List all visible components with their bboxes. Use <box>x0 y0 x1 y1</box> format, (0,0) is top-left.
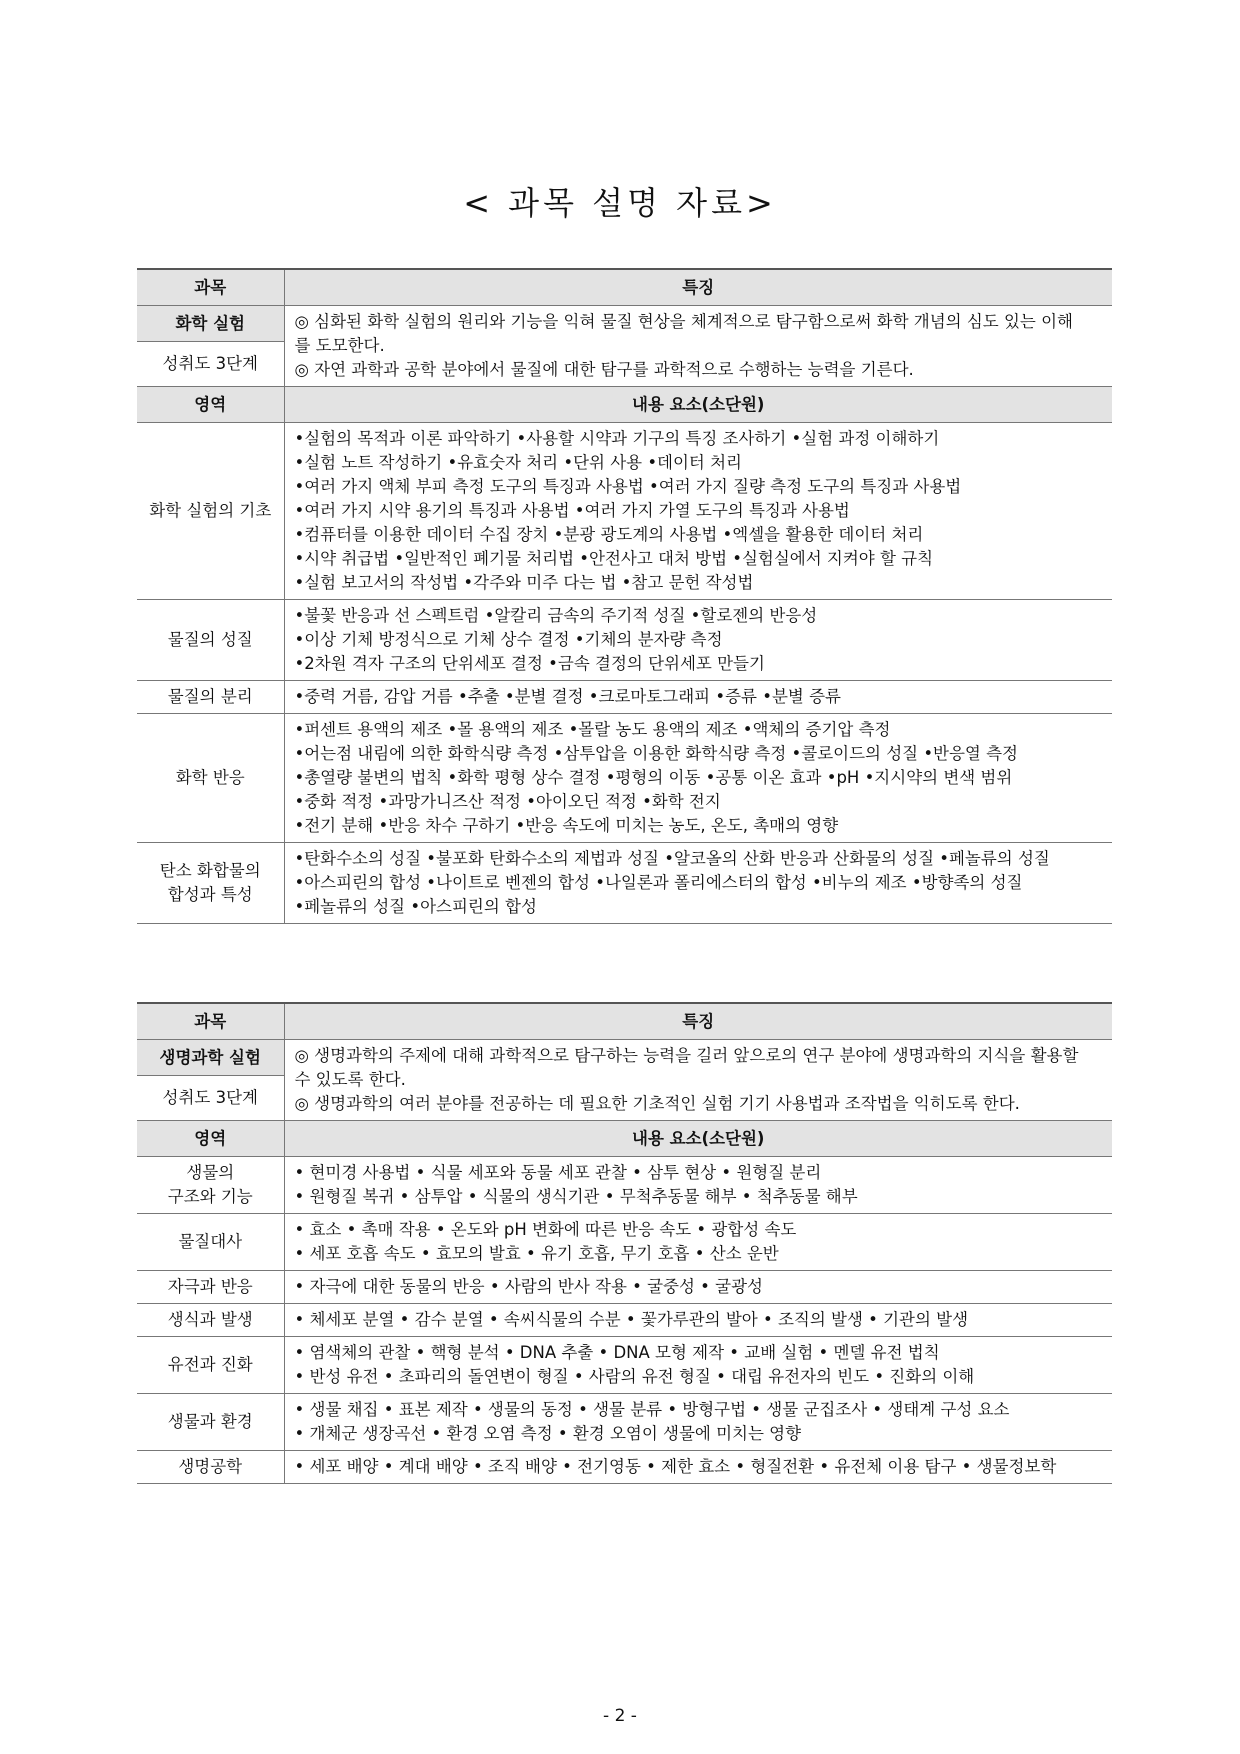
subject-column-header: 과목 <box>137 1003 284 1040</box>
subject-column-header: 과목 <box>137 269 284 306</box>
content-item-line: •어는점 내림에 의한 화학식량 측정 •삼투압을 이용한 화학식량 측정 •콜로이드의 성질 •반응열 측정 <box>294 744 1018 763</box>
content-item-line: • 효소 • 촉매 작용 • 온도와 pH 변화에 따른 반응 속도 • 광합성 속도 <box>294 1220 797 1239</box>
description-line: ◎ 생명과학의 주제에 대해 과학적으로 탐구하는 능력을 길러 앞으로의 연구 분야에 생명과학의 지식을 활용할 <box>294 1046 1079 1065</box>
content-item-line: • 현미경 사용법 • 식물 세포와 동물 세포 관찰 • 삼투 현상 • 원형질 분리 <box>294 1163 822 1182</box>
content-items <box>284 1394 1112 1451</box>
area-row <box>137 600 1112 681</box>
features-column-header: 특징 <box>284 269 1112 306</box>
area-name-line: 생명공학 <box>178 1457 243 1476</box>
area-name <box>137 714 284 843</box>
content-item-line: •중화 적정 •과망가니즈산 적정 •아이오딘 적정 •화학 전지 <box>294 792 721 811</box>
content-items <box>284 1304 1112 1337</box>
page-number: - 2 - <box>603 1706 637 1726</box>
content-item-line: •실험 노트 작성하기 •유효숫자 처리 •단위 사용 •데이터 처리 <box>294 453 742 472</box>
content-item-line: • 개체군 생장곡선 • 환경 오염 측정 • 환경 오염이 생물에 미치는 영향 <box>294 1424 802 1443</box>
area-row <box>137 681 1112 714</box>
area-name-line: 물질의 성질 <box>167 630 253 649</box>
content-items <box>284 1337 1112 1394</box>
content-item-line: •전기 분해 •반응 차수 구하기 •반응 속도에 미치는 농도, 온도, 촉매의 영향 <box>294 816 839 835</box>
area-name <box>137 1157 284 1214</box>
area-name-line: 유전과 진화 <box>167 1355 253 1374</box>
area-row <box>137 1271 1112 1304</box>
area-name <box>137 1304 284 1337</box>
area-name-line: 화학 반응 <box>175 768 245 787</box>
content-item-line: •실험 보고서의 작성법 •각주와 미주 다는 법 •참고 문헌 작성법 <box>294 573 754 592</box>
content-items <box>284 1214 1112 1271</box>
description-line: ◎ 자연 과학과 공학 분야에서 물질에 대한 탐구를 과학적으로 수행하는 능력을 기른다. <box>294 360 914 379</box>
area-column-header: 영역 <box>137 1121 284 1157</box>
content-item-line: •탄화수소의 성질 •불포화 탄화수소의 제법과 성질 •알코올의 산화 반응과 산화물의 성질 •페놀류의 성질 <box>294 849 1050 868</box>
achievement-level: 성취도 3단계 <box>137 1076 284 1121</box>
content-column-header: 내용 요소(소단원) <box>284 1121 1112 1157</box>
content-item-line: •불꽃 반응과 선 스펙트럼 •알칼리 금속의 주기적 성질 •할로젠의 반응성 <box>294 606 818 625</box>
content-item-line: • 세포 배양 • 계대 배양 • 조직 배양 • 전기영동 • 제한 효소 • 형질전환 • 유전체 이용 탐구 • 생물정보학 <box>294 1457 1057 1476</box>
content-item-line: •페놀류의 성질 •아스피린의 합성 <box>294 897 537 916</box>
area-name-line: 물질의 분리 <box>167 687 253 706</box>
description-line: 를 도모한다. <box>294 336 385 355</box>
content-item-line: • 체세포 분열 • 감수 분열 • 속씨식물의 수분 • 꽃가루관의 발아 • 조직의 발생 • 기관의 발생 <box>294 1310 969 1329</box>
area-name-line: 생물의 <box>186 1163 235 1182</box>
content-items <box>284 714 1112 843</box>
description-line: ◎ 생명과학의 여러 분야를 전공하는 데 필요한 기초적인 실험 기기 사용법과 조작법을 익히도록 한다. <box>294 1094 1020 1113</box>
subject-description <box>284 1040 1112 1121</box>
area-row <box>137 1304 1112 1337</box>
page-title: < 과목 설명 자료> <box>463 184 777 222</box>
content-item-line: •시약 취급법 •일반적인 폐기물 처리법 •안전사고 대처 방법 •실험실에서 지켜야 할 규칙 <box>294 549 934 568</box>
content-item-line: •총열량 불변의 법칙 •화학 평형 상수 결정 •평형의 이동 •공통 이온 효과 •pH •지시약의 변색 범위 <box>294 768 1013 787</box>
area-row <box>137 1214 1112 1271</box>
content-item-line: • 세포 호흡 속도 • 효모의 발효 • 유기 호흡, 무기 호흡 • 산소 운반 <box>294 1244 779 1263</box>
content-item-line: • 반성 유전 • 초파리의 돌연변이 형질 • 사람의 유전 형질 • 대립 유전자의 빈도 • 진화의 이해 <box>294 1367 975 1386</box>
area-row <box>137 843 1112 924</box>
section-header-row <box>137 387 1112 423</box>
area-name-line: 탄소 화합물의 <box>159 861 261 880</box>
area-row <box>137 1157 1112 1214</box>
content-item-line: • 자극에 대한 동물의 반응 • 사람의 반사 작용 • 굴중성 • 굴광성 <box>294 1277 763 1296</box>
area-name <box>137 1394 284 1451</box>
area-name-line: 화학 실험의 기초 <box>149 501 272 520</box>
features-column-header: 특징 <box>284 1003 1112 1040</box>
content-item-line: • 염색체의 관찰 • 핵형 분석 • DNA 추출 • DNA 모형 제작 • 교배 실험 • 멘델 유전 법칙 <box>294 1343 940 1362</box>
subject-header-row <box>137 1003 1112 1040</box>
area-name <box>137 681 284 714</box>
area-name-line: 생물과 환경 <box>167 1412 253 1431</box>
section-header-row <box>137 1121 1112 1157</box>
area-name-line: 생식과 발생 <box>167 1310 253 1329</box>
area-name <box>137 1337 284 1394</box>
content-items <box>284 600 1112 681</box>
content-item-line: •컴퓨터를 이용한 데이터 수집 장치 •분광 광도계의 사용법 •엑셀을 활용한 데이터 처리 <box>294 525 924 544</box>
content-item-line: •실험의 목적과 이론 파악하기 •사용할 시약과 기구의 특징 조사하기 •실험 과정 이해하기 <box>294 429 940 448</box>
content-item-line: •2차원 격자 구조의 단위세포 결정 •금속 결정의 단위세포 만들기 <box>294 654 765 673</box>
description-line: ◎ 심화된 화학 실험의 원리와 기능을 익혀 물질 현상을 체계적으로 탐구함으로써 화학 개념의 심도 있는 이해 <box>294 312 1073 331</box>
content-items <box>284 843 1112 924</box>
content-items <box>284 423 1112 600</box>
area-name <box>137 1271 284 1304</box>
area-name <box>137 1214 284 1271</box>
area-column-header: 영역 <box>137 387 284 423</box>
content-column-header: 내용 요소(소단원) <box>284 387 1112 423</box>
area-name-line: 구조와 기능 <box>167 1187 253 1206</box>
content-item-line: •중력 거름, 감압 거름 •추출 •분별 결정 •크로마토그래피 •증류 •분별 증류 <box>294 687 841 706</box>
area-row <box>137 1337 1112 1394</box>
content-item-line: •퍼센트 용액의 제조 •몰 용액의 제조 •몰랄 농도 용액의 제조 •액체의 증기압 측정 <box>294 720 891 739</box>
subject-row <box>137 1040 1112 1076</box>
area-name <box>137 1451 284 1484</box>
content-item-line: •아스피린의 합성 •나이트로 벤젠의 합성 •나일론과 폴리에스터의 합성 •비누의 제조 •방향족의 성질 <box>294 873 1023 892</box>
content-items <box>284 1271 1112 1304</box>
content-items <box>284 1451 1112 1484</box>
chemistry-experiment-table <box>137 268 1112 924</box>
area-name-line: 합성과 특성 <box>167 885 253 904</box>
content-items <box>284 1157 1112 1214</box>
subject-description <box>284 306 1112 387</box>
content-item-line: •이상 기체 방정식으로 기체 상수 결정 •기체의 분자량 측정 <box>294 630 723 649</box>
subject-name: 생명과학 실험 <box>137 1040 284 1076</box>
achievement-level: 성취도 3단계 <box>137 342 284 387</box>
area-name <box>137 600 284 681</box>
area-row <box>137 423 1112 600</box>
subject-name: 화학 실험 <box>137 306 284 342</box>
subject-header-row <box>137 269 1112 306</box>
area-name-line: 물질대사 <box>178 1232 243 1251</box>
area-row <box>137 714 1112 843</box>
content-item-line: •여러 가지 시약 용기의 특징과 사용법 •여러 가지 가열 도구의 특징과 사용법 <box>294 501 850 520</box>
area-name <box>137 423 284 600</box>
area-name <box>137 843 284 924</box>
subject-row <box>137 306 1112 342</box>
content-item-line: • 원형질 복귀 • 삼투압 • 식물의 생식기관 • 무척추동물 해부 • 척추동물 해부 <box>294 1187 858 1206</box>
content-items <box>284 681 1112 714</box>
area-row <box>137 1451 1112 1484</box>
area-row <box>137 1394 1112 1451</box>
content-item-line: •여러 가지 액체 부피 측정 도구의 특징과 사용법 •여러 가지 질량 측정 도구의 특징과 사용법 <box>294 477 962 496</box>
area-name-line: 자극과 반응 <box>167 1277 253 1296</box>
description-line: 수 있도록 한다. <box>294 1070 406 1089</box>
content-item-line: • 생물 채집 • 표본 제작 • 생물의 동정 • 생물 분류 • 방형구법 • 생물 군집조사 • 생태계 구성 요소 <box>294 1400 1010 1419</box>
life-science-experiment-table <box>137 1002 1112 1484</box>
